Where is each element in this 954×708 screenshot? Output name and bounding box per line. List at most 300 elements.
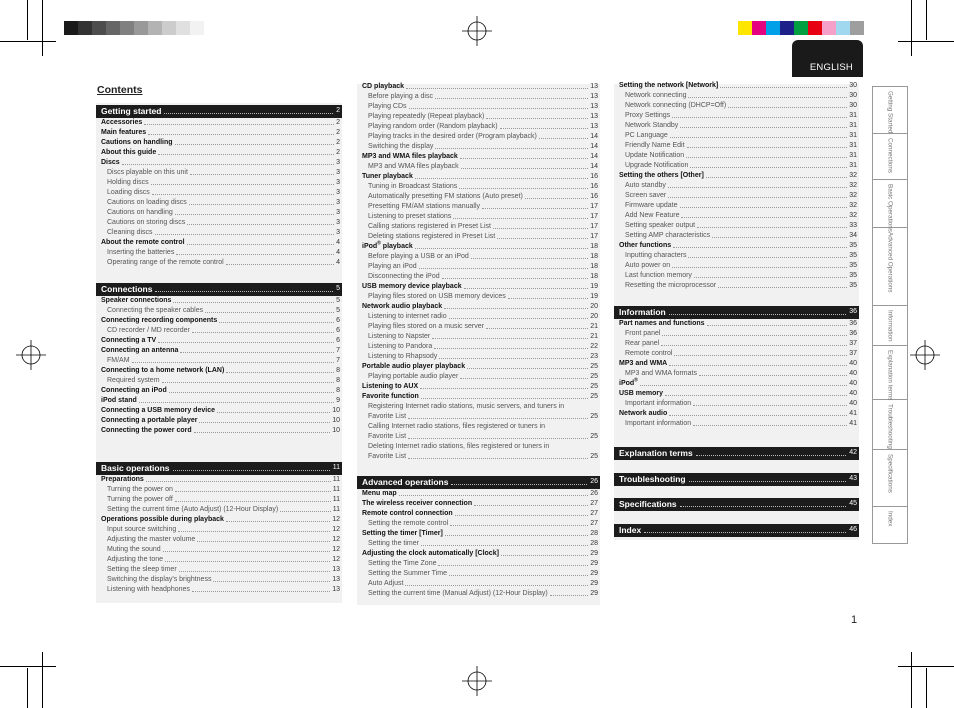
leader-dots: [453, 218, 588, 219]
toc-entry[interactable]: [619, 81, 857, 91]
toc-entry[interactable]: [625, 141, 857, 151]
toc-entry[interactable]: [107, 356, 340, 366]
toc-entry-page: 3: [336, 209, 340, 216]
toc-entry[interactable]: [368, 432, 598, 442]
toc-entry[interactable]: [101, 406, 340, 416]
toc-entry[interactable]: [625, 271, 857, 281]
toc-entry-page: 30: [849, 92, 857, 99]
toc-entry[interactable]: [368, 232, 598, 242]
leader-dots: [445, 535, 588, 536]
leader-dots: [690, 167, 847, 168]
section-header[interactable]: [614, 524, 859, 537]
toc-entry-label: MP3 and WMA files playback: [362, 153, 458, 160]
toc-entry[interactable]: [368, 442, 598, 452]
toc-entry-label: About the remote control: [101, 239, 185, 246]
toc-entry[interactable]: [619, 171, 857, 181]
section-header[interactable]: [96, 462, 342, 475]
leader-dots: [399, 495, 589, 496]
toc-entry-page: 28: [590, 540, 598, 547]
toc-entry[interactable]: [362, 242, 598, 252]
toc-entry[interactable]: [368, 292, 598, 302]
toc-entry[interactable]: [368, 322, 598, 332]
leader-dots: [486, 328, 588, 329]
toc-entry[interactable]: [362, 172, 598, 182]
toc-entry[interactable]: [368, 222, 598, 232]
toc-entry-label: Listening to Napster: [368, 333, 431, 340]
section-header[interactable]: [357, 476, 600, 489]
leader-dots: [432, 338, 588, 339]
toc-entry-label: Presetting FM/AM stations manually: [368, 203, 481, 210]
toc-entry-page: 25: [590, 363, 598, 370]
side-tab-label: Specifications: [886, 454, 894, 493]
toc-entry-page: 16: [590, 183, 598, 190]
toc-entry[interactable]: [625, 221, 857, 231]
toc-entry[interactable]: [107, 555, 340, 565]
gray-swatch: [64, 21, 78, 35]
toc-entry-page: 10: [332, 417, 340, 424]
toc-entry[interactable]: [368, 372, 598, 382]
toc-entry-label: Required system: [107, 377, 160, 384]
leader-dots: [672, 117, 847, 118]
toc-entry[interactable]: [368, 92, 598, 102]
toc-entry[interactable]: [368, 112, 598, 122]
toc-entry[interactable]: [625, 369, 857, 379]
toc-entry[interactable]: [107, 326, 340, 336]
toc-entry-label: Setting the Time Zone: [368, 560, 437, 567]
leader-dots: [173, 302, 334, 303]
toc-entry[interactable]: [625, 121, 857, 131]
toc-entry[interactable]: [619, 379, 857, 389]
toc-entry-page: 18: [590, 263, 598, 270]
toc-entry-label: Front panel: [625, 330, 661, 337]
toc-entry-page: 35: [849, 242, 857, 249]
toc-entry-label: Remote control connection: [362, 510, 453, 517]
toc-entry[interactable]: [362, 362, 598, 372]
toc-entry-page: 31: [849, 152, 857, 159]
side-tab-label: Information: [886, 310, 894, 342]
toc-entry[interactable]: [362, 529, 598, 539]
toc-entry-label: Before playing a disc: [368, 93, 433, 100]
side-tab-basic-operations[interactable]: [873, 180, 907, 232]
toc-entry[interactable]: [362, 382, 598, 392]
toc-entry[interactable]: [368, 212, 598, 222]
toc-entry[interactable]: [362, 282, 598, 292]
toc-entry-page: 29: [590, 590, 598, 597]
side-tab-getting-started[interactable]: [873, 87, 907, 134]
toc-entry-page: 25: [590, 393, 598, 400]
color-swatch: [822, 21, 836, 35]
section-title: Getting started: [101, 106, 162, 116]
toc-entry-label: Network connecting: [625, 92, 687, 99]
toc-entry[interactable]: [625, 339, 857, 349]
toc-entry[interactable]: [107, 178, 340, 188]
toc-entry-label: Setting the timer: [368, 540, 419, 547]
toc-entry[interactable]: [368, 332, 598, 342]
toc-entry[interactable]: [625, 231, 857, 241]
side-tab-specifications[interactable]: [873, 450, 907, 507]
page-title: Contents: [97, 84, 143, 96]
toc-entry[interactable]: [101, 396, 340, 406]
toc-entry[interactable]: [368, 262, 598, 272]
toc-entry-page: 32: [849, 202, 857, 209]
toc-entry-label: Tuner playback: [362, 173, 413, 180]
leader-dots: [219, 322, 334, 323]
toc-entry[interactable]: [362, 152, 598, 162]
leader-dots: [486, 118, 588, 119]
toc-entry[interactable]: [368, 102, 598, 112]
toc-entry[interactable]: [368, 589, 598, 599]
toc-entry-label: Operating range of the remote control: [107, 259, 224, 266]
leader-dots: [148, 134, 334, 135]
gray-swatch: [176, 21, 190, 35]
toc-entry[interactable]: [101, 316, 340, 326]
leader-dots: [681, 217, 847, 218]
toc-entry-label: Playing an iPod: [368, 263, 417, 270]
section-header[interactable]: [614, 306, 859, 319]
leader-dots: [699, 375, 847, 376]
toc-entry[interactable]: [101, 426, 340, 436]
toc-entry[interactable]: [368, 412, 598, 422]
toc-entry[interactable]: [101, 515, 340, 525]
toc-entry-page: 31: [849, 162, 857, 169]
toc-entry-label: USB memory: [619, 390, 663, 397]
toc-entry[interactable]: [107, 545, 340, 555]
toc-entry-page: 35: [849, 272, 857, 279]
toc-entry[interactable]: [368, 579, 598, 589]
toc-entry-page: 31: [849, 142, 857, 149]
side-tab-label: Explanation terms: [886, 350, 894, 401]
toc-entry-label: Automatically presetting FM stations (Auto preset): [368, 193, 523, 200]
toc-entry-page: 2: [336, 149, 340, 156]
toc-entry-page: 35: [849, 252, 857, 259]
toc-entry-page: 21: [590, 323, 598, 330]
toc-entry[interactable]: [368, 452, 598, 462]
section-title: Connections: [101, 284, 153, 294]
toc-entry[interactable]: [107, 168, 340, 178]
leader-dots: [694, 277, 847, 278]
leader-dots: [673, 247, 847, 248]
toc-entry[interactable]: [625, 161, 857, 171]
side-tab-index[interactable]: [873, 507, 907, 542]
side-tab-index: [872, 86, 908, 544]
leader-dots: [175, 491, 331, 492]
leader-dots: [405, 585, 588, 586]
toc-entry-page: 12: [332, 536, 340, 543]
toc-entry-page: 8: [336, 387, 340, 394]
toc-entry-label: Calling stations registered in Preset List: [368, 223, 491, 230]
toc-entry[interactable]: [625, 131, 857, 141]
leader-dots: [669, 314, 846, 315]
toc-entry[interactable]: [107, 495, 340, 505]
section-page: 46: [849, 526, 857, 533]
toc-entry-label: Connecting an iPod: [101, 387, 167, 394]
toc-entry[interactable]: [625, 151, 857, 161]
side-tab-advanced-operations[interactable]: [873, 228, 907, 306]
toc-entry[interactable]: [625, 201, 857, 211]
toc-entry[interactable]: [619, 241, 857, 251]
toc-entry[interactable]: [619, 319, 857, 329]
toc-entry[interactable]: [368, 142, 598, 152]
toc-entry[interactable]: [625, 181, 857, 191]
section-title: Basic operations: [101, 463, 170, 473]
toc-entry-label: Discs playable on this unit: [107, 169, 188, 176]
toc-entry[interactable]: [362, 499, 598, 509]
toc-entry-page: 36: [849, 330, 857, 337]
leader-dots: [226, 264, 334, 265]
toc-entry[interactable]: [101, 386, 340, 396]
section-header[interactable]: [614, 498, 859, 511]
leader-dots: [213, 581, 330, 582]
toc-entry-label: Firmware update: [625, 202, 678, 209]
toc-entry[interactable]: [368, 202, 598, 212]
toc-entry-label: Playing files stored on a music server: [368, 323, 484, 330]
toc-entry[interactable]: [368, 422, 598, 432]
color-swatch: [752, 21, 766, 35]
toc-entry[interactable]: [101, 346, 340, 356]
side-tab-information[interactable]: [873, 306, 907, 346]
side-tab-label: Getting Started: [886, 91, 894, 134]
toc-entry-page: 4: [336, 249, 340, 256]
toc-entry-page: 17: [590, 223, 598, 230]
toc-entry[interactable]: [368, 352, 598, 362]
toc-entry[interactable]: [368, 519, 598, 529]
toc-entry-label: Connecting an antenna: [101, 347, 179, 354]
toc-entry[interactable]: [368, 342, 598, 352]
leader-dots: [415, 248, 588, 249]
toc-entry-page: 11: [332, 486, 340, 493]
section-page: 26: [590, 478, 598, 485]
toc-entry-label: Favorite List: [368, 413, 407, 420]
toc-entry[interactable]: [368, 182, 598, 192]
leader-dots: [151, 184, 334, 185]
toc-entry-label: Screen saver: [625, 192, 667, 199]
leader-dots: [180, 352, 334, 353]
leader-dots: [501, 555, 588, 556]
toc-entry[interactable]: [107, 485, 340, 495]
leader-dots: [189, 204, 334, 205]
toc-entry-label: Connecting a portable player: [101, 417, 198, 424]
toc-entry[interactable]: [101, 366, 340, 376]
toc-entry[interactable]: [101, 138, 340, 148]
toc-entry-label: Setting the current time (Auto Adjust) (12-Hour Display): [107, 506, 279, 513]
toc-entry[interactable]: [625, 211, 857, 221]
toc-entry-label: Connecting the power cord: [101, 427, 192, 434]
toc-entry-label: iPod® playback: [362, 240, 413, 250]
toc-entry[interactable]: [107, 376, 340, 386]
toc-entry[interactable]: [368, 132, 598, 142]
toc-entry-label: The wireless receiver connection: [362, 500, 473, 507]
toc-entry-page: 3: [336, 159, 340, 166]
leader-dots: [482, 208, 588, 209]
toc-entry[interactable]: [107, 535, 340, 545]
toc-entry[interactable]: [362, 489, 598, 499]
toc-entry[interactable]: [619, 389, 857, 399]
toc-entry[interactable]: [107, 505, 340, 515]
toc-entry[interactable]: [362, 392, 598, 402]
section-title: Specifications: [619, 499, 677, 509]
toc-entry[interactable]: [625, 91, 857, 101]
toc-entry[interactable]: [362, 302, 598, 312]
toc-entry[interactable]: [101, 336, 340, 346]
section-header[interactable]: [614, 473, 859, 486]
toc-entry[interactable]: [107, 258, 340, 268]
toc-entry[interactable]: [619, 409, 857, 419]
leader-dots: [415, 178, 588, 179]
section-page: 11: [332, 464, 340, 471]
toc-entry[interactable]: [625, 261, 857, 271]
toc-entry-label: Inputting characters: [625, 252, 687, 259]
toc-entry[interactable]: [107, 208, 340, 218]
section-header[interactable]: [96, 105, 342, 118]
toc-entry[interactable]: [101, 296, 340, 306]
toc-entry[interactable]: [101, 158, 340, 168]
leader-dots: [175, 144, 335, 145]
leader-dots: [175, 214, 334, 215]
toc-entry-label: Calling Internet radio stations, files registered or tuners in: [368, 423, 546, 430]
toc-entry[interactable]: [368, 559, 598, 569]
toc-entry[interactable]: [625, 399, 857, 409]
toc-entry[interactable]: [101, 148, 340, 158]
toc-entry-page: 3: [336, 189, 340, 196]
leader-dots: [674, 355, 847, 356]
toc-entry[interactable]: [107, 306, 340, 316]
toc-entry-page: 4: [336, 259, 340, 266]
leader-dots: [508, 298, 588, 299]
side-tab-connections[interactable]: [873, 134, 907, 180]
side-tab-explanation-terms[interactable]: [873, 346, 907, 400]
section-header[interactable]: [96, 283, 342, 296]
language-badge: [792, 40, 863, 77]
toc-entry[interactable]: [625, 419, 857, 429]
color-swatch: [766, 21, 780, 35]
toc-entry-page: 20: [590, 303, 598, 310]
toc-entry-label: Main features: [101, 129, 147, 136]
leader-dots: [696, 455, 846, 456]
toc-entry[interactable]: [107, 565, 340, 575]
toc-entry[interactable]: [625, 349, 857, 359]
leader-dots: [132, 362, 335, 363]
toc-entry-page: 13: [332, 566, 340, 573]
toc-entry[interactable]: [368, 122, 598, 132]
toc-entry-page: 12: [332, 546, 340, 553]
toc-entry-page: 40: [849, 400, 857, 407]
toc-entry[interactable]: [362, 82, 598, 92]
toc-entry-label: Listening to preset stations: [368, 213, 452, 220]
toc-entry[interactable]: [625, 281, 857, 291]
toc-entry[interactable]: [107, 575, 340, 585]
toc-entry[interactable]: [368, 162, 598, 172]
toc-entry-page: 9: [336, 397, 340, 404]
toc-entry-label: Connecting recording components: [101, 317, 218, 324]
toc-entry[interactable]: [101, 475, 340, 485]
toc-entry[interactable]: [107, 218, 340, 228]
toc-entry-page: 18: [590, 253, 598, 260]
toc-entry[interactable]: [368, 539, 598, 549]
toc-entry-label: Auto standby: [625, 182, 666, 189]
side-tab-label: Troubleshooting: [886, 404, 894, 449]
side-tab-troubleshooting[interactable]: [873, 400, 907, 450]
toc-entry-page: 7: [336, 347, 340, 354]
leader-dots: [550, 595, 588, 596]
side-tab-label: Connections: [886, 138, 894, 174]
toc-entry-page: 25: [590, 383, 598, 390]
toc-entry[interactable]: [107, 188, 340, 198]
section-page: 5: [336, 285, 340, 292]
toc-entry[interactable]: [619, 359, 857, 369]
toc-entry[interactable]: [101, 416, 340, 426]
toc-entry-label: Network audio: [619, 410, 668, 417]
toc-entry[interactable]: [625, 101, 857, 111]
toc-entry-label: USB memory device playback: [362, 283, 462, 290]
toc-entry-label: Cautions on handling: [101, 139, 173, 146]
toc-entry[interactable]: [625, 111, 857, 121]
toc-entry[interactable]: [625, 251, 857, 261]
toc-entry[interactable]: [368, 569, 598, 579]
toc-entry-page: 30: [849, 82, 857, 89]
toc-entry-page: 12: [332, 526, 340, 533]
toc-entry[interactable]: [362, 509, 598, 519]
toc-entry[interactable]: [362, 549, 598, 559]
leader-dots: [471, 258, 588, 259]
toc-entry-label: Speaker connections: [101, 297, 172, 304]
toc-entry-label: Update Notification: [625, 152, 685, 159]
toc-entry[interactable]: [368, 312, 598, 322]
toc-entry-page: 12: [332, 556, 340, 563]
toc-entry-label: Muting the sound: [107, 546, 161, 553]
toc-entry-label: Listening to Pandora: [368, 343, 433, 350]
toc-entry-label: CD recorder / MD recorder: [107, 327, 190, 334]
leader-dots: [421, 545, 588, 546]
leader-dots: [525, 198, 588, 199]
section-header[interactable]: [614, 447, 859, 460]
leader-dots: [421, 398, 588, 399]
toc-entry-label: Network Standby: [625, 122, 679, 129]
toc-entry-label: Part names and functions: [619, 320, 705, 327]
toc-entry-page: 16: [590, 173, 598, 180]
toc-entry[interactable]: [101, 238, 340, 248]
leader-dots: [688, 257, 847, 258]
toc-entry-page: 2: [336, 139, 340, 146]
toc-entry[interactable]: [625, 329, 857, 339]
toc-entry-page: 22: [590, 343, 598, 350]
toc-entry-label: Playing CDs: [368, 103, 407, 110]
toc-entry-page: 8: [336, 377, 340, 384]
toc-entry[interactable]: [107, 585, 340, 595]
toc-entry-page: 10: [332, 407, 340, 414]
leader-dots: [158, 154, 334, 155]
toc-entry-page: 19: [590, 293, 598, 300]
toc-entry[interactable]: [625, 191, 857, 201]
toc-entry[interactable]: [368, 402, 598, 412]
toc-entry[interactable]: [368, 192, 598, 202]
toc-entry-page: 27: [590, 510, 598, 517]
toc-entry-label: Network connecting (DHCP=Off): [625, 102, 727, 109]
leader-dots: [205, 312, 334, 313]
toc-entry-label: Other functions: [619, 242, 672, 249]
toc-entry[interactable]: [107, 248, 340, 258]
toc-entry[interactable]: [107, 198, 340, 208]
toc-entry[interactable]: [107, 525, 340, 535]
toc-entry-page: 14: [590, 153, 598, 160]
toc-entry[interactable]: [101, 128, 340, 138]
leader-dots: [155, 291, 333, 292]
toc-entry-label: iPod®: [619, 377, 638, 387]
toc-entry[interactable]: [368, 252, 598, 262]
leader-dots: [444, 308, 588, 309]
toc-entry[interactable]: [368, 272, 598, 282]
toc-entry[interactable]: [107, 228, 340, 238]
toc-entry[interactable]: [101, 118, 340, 128]
